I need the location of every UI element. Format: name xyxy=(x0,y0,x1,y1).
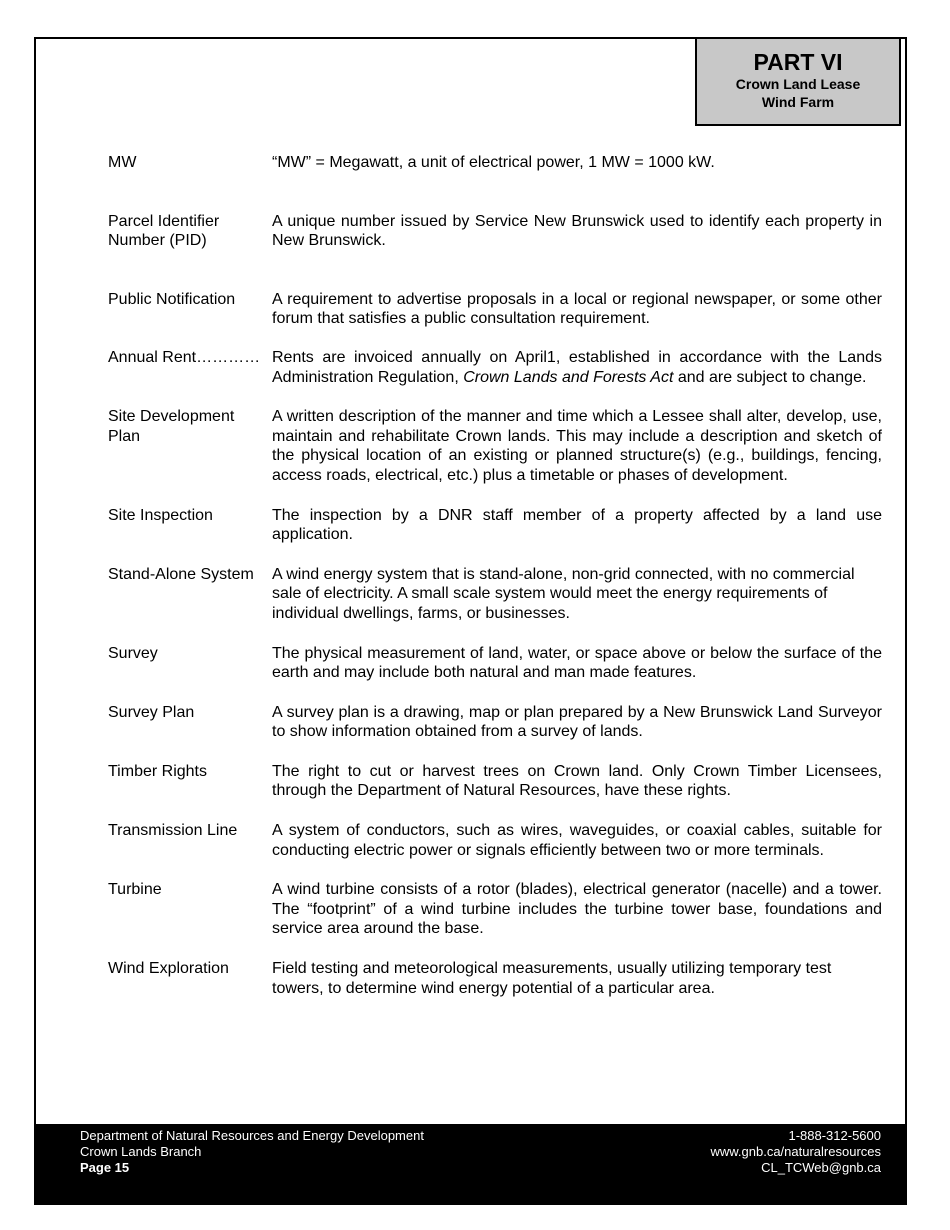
part-subtitle-line2: Wind Farm xyxy=(761,94,835,110)
glossary-entry-turbine xyxy=(108,880,882,939)
glossary-term: Stand-Alone System xyxy=(108,565,254,583)
glossary-definition: The right to cut or harvest trees on Crown land. Only Crown Timber Licensees, through the Department of Natural Resources, have these rights. xyxy=(272,762,882,800)
glossary-definition: Field testing and meteorological measurements, usually utilizing temporary test towers, to determine wind energy potential of a particular area. xyxy=(272,960,832,997)
glossary-term: Survey xyxy=(108,644,158,662)
glossary-definition: A survey plan is a drawing, map or plan prepared by a New Brunswick Land Surveyor to show information obtained from a survey of lands. xyxy=(272,703,882,741)
footer-website: www.gnb.ca/naturalresources xyxy=(710,1144,881,1159)
footer-left xyxy=(80,1128,424,1176)
glossary-entry-transmission-line xyxy=(108,821,882,860)
glossary-entry-survey xyxy=(108,644,882,683)
glossary-term: Site Inspection xyxy=(108,506,213,524)
glossary-term: Annual Rent………… xyxy=(108,348,261,366)
footer-right xyxy=(710,1128,881,1176)
glossary-definition: “MW” = Megawatt, a unit of electrical power, 1 MW = 1000 kW. xyxy=(272,154,715,171)
footer-phone: 1-888-312-5600 xyxy=(788,1128,881,1143)
footer-email: CL_TCWeb@gnb.ca xyxy=(761,1160,881,1175)
glossary-entry-mw xyxy=(108,153,882,173)
glossary-entry-annual-rent xyxy=(108,348,882,387)
glossary-list xyxy=(108,153,882,998)
glossary-definition: A requirement to advertise proposals in a local or regional newspaper, or some other forum that satisfies a public consultation requirement. xyxy=(272,290,882,328)
footer-branch: Crown Lands Branch xyxy=(80,1144,202,1159)
glossary-term: Wind Exploration xyxy=(108,960,229,978)
glossary-term: Public Notification xyxy=(108,290,236,308)
glossary-entry-pid xyxy=(108,212,882,251)
glossary-term: Site Development Plan xyxy=(108,408,235,445)
part-title: PART VI xyxy=(753,49,843,75)
glossary-term: Turbine xyxy=(108,881,162,899)
glossary-entry-survey-plan xyxy=(108,703,882,742)
footer-page-number: Page 15 xyxy=(80,1160,130,1175)
definition-text: Rents are invoiced annually on April1, established in accordance with the Lands Administration Regulation, xyxy=(272,348,882,386)
glossary-definition: The physical measurement of land, water, or space above or below the surface of the earth and may include both natural and man made features. xyxy=(272,644,882,682)
glossary-definition: The inspection by a DNR staff member of a property affected by a land use application. xyxy=(272,506,882,544)
glossary-definition: A unique number issued by Service New Brunswick used to identify each property in New Brunswick. xyxy=(272,212,882,250)
glossary-term: Transmission Line xyxy=(108,822,238,840)
glossary-entry-stand-alone-system xyxy=(108,565,882,624)
glossary-term: MW xyxy=(108,154,137,171)
glossary-term: Survey Plan xyxy=(108,703,195,721)
footer-department: Department of Natural Resources and Energy Development xyxy=(80,1128,424,1143)
definition-text: and are subject to change. xyxy=(673,368,867,386)
glossary-definition: A wind turbine consists of a rotor (blades), electrical generator (nacelle) and a tower. The “footprint” of a wind turbine includes the turbine tower base, foundations and service area around the base. xyxy=(272,881,882,938)
part-header-box xyxy=(695,37,901,126)
glossary-entry-timber-rights xyxy=(108,762,882,801)
glossary-definition: A written description of the manner and time which a Lessee shall alter, develop, use, maintain and rehabilitate Crown lands. This may include a description and sketch of the physical location of an existing or planned structure(s) (e.g., buildings, fencing, access roads, electrical, etc.) plus a timetable or phases of development. xyxy=(272,408,882,484)
part-subtitle-line1: Crown Land Lease xyxy=(735,76,861,92)
glossary-definition: A system of conductors, such as wires, waveguides, or coaxial cables, suitable for conducting electric power or signals efficiently between two or more terminals. xyxy=(272,822,882,859)
page-footer xyxy=(34,1124,907,1205)
definition-act-title: Crown Lands and Forests Act xyxy=(463,368,674,386)
glossary-term: Parcel Identifier Number (PID) xyxy=(108,212,220,250)
glossary-definition xyxy=(272,348,882,387)
glossary-entry-site-development-plan xyxy=(108,407,882,485)
glossary-term: Timber Rights xyxy=(108,762,207,780)
glossary-entry-public-notification xyxy=(108,290,882,329)
glossary-entry-wind-exploration xyxy=(108,959,882,998)
glossary-definition: A wind energy system that is stand-alone, non-grid connected, with no commercial sale of electricity. A small scale system would meet the energy requirements of individual dwellings, farms, or businesses. xyxy=(272,565,855,622)
glossary-entry-site-inspection xyxy=(108,506,882,545)
